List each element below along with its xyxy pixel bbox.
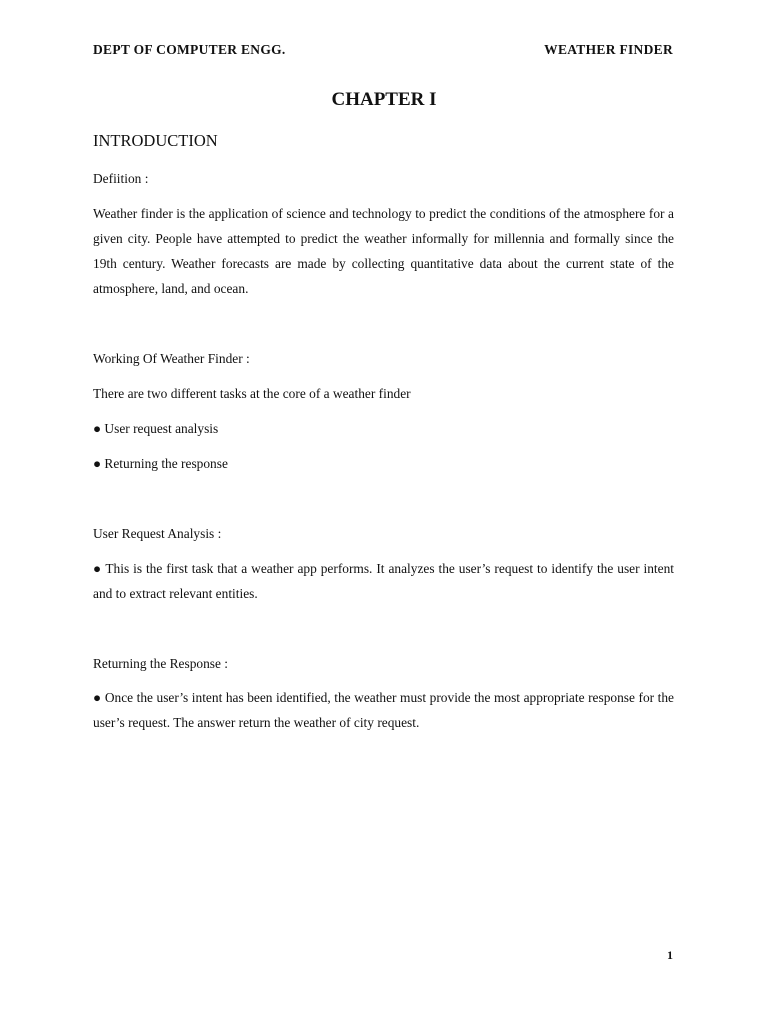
response-paragraph: ● Once the user’s intent has been identified, the weather must provide the most appropriate response for the user’s request. The answer return the weather of city request. <box>93 690 674 730</box>
analysis-label: User Request Analysis : <box>93 526 222 541</box>
definition-paragraph: Weather finder is the application of science and technology to predict the conditions of the atmosphere for a given city. People have attempted to predict the weather informally for millennia and formally since the 19th century. Weather forecasts are made by collecting quantitative data about the current state of the atmosphere, land, and ocean. <box>93 206 674 296</box>
response-label: Returning the Response : <box>93 656 229 671</box>
analysis-paragraph: ● This is the first task that a weather app performs. It analyzes the user’s request to identify the user intent and to extract relevant entities. <box>93 561 674 601</box>
page-number: 1 <box>667 948 673 962</box>
header-department: DEPT OF COMPUTER ENGG. <box>93 42 286 57</box>
definition-label: Defiition : <box>93 171 149 186</box>
page-header <box>93 42 673 58</box>
bullet-item: ● Returning the response <box>93 456 228 471</box>
bullet-item: ● User request analysis <box>93 421 219 436</box>
chapter-title: CHAPTER I <box>331 89 437 110</box>
working-label: Working Of Weather Finder : <box>93 351 250 366</box>
section-heading: INTRODUCTION <box>93 131 218 150</box>
header-project-title: WEATHER FINDER <box>544 42 673 57</box>
working-intro: There are two different tasks at the core of a weather finder <box>93 386 411 401</box>
